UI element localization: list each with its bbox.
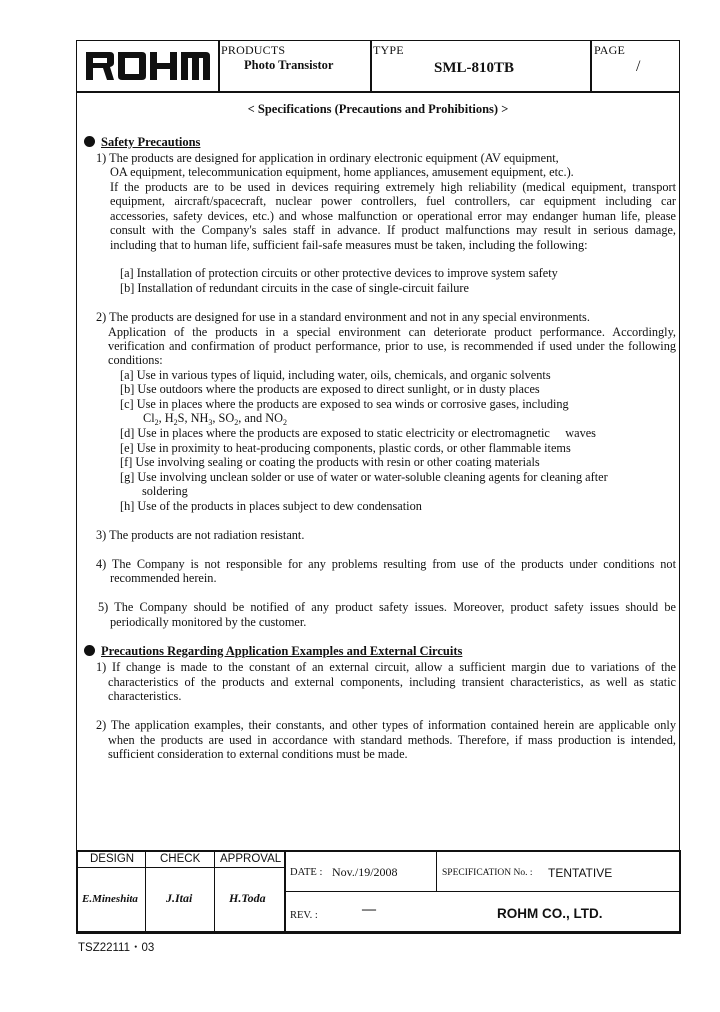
- application-1-line-3: characteristics.: [108, 689, 182, 703]
- check-signature: J.Itai: [166, 891, 193, 905]
- safety-2-line-2: Application of the products in a special environment can deteriorate product performance. Accordingly,: [108, 325, 676, 339]
- safety-1-list-a: [a] Installation of protection circuits or other protective devices to improve system safety: [120, 266, 558, 280]
- page-title: < Specifications (Precautions and Prohibitions) >: [247, 102, 509, 116]
- footer-col-4: [436, 850, 437, 892]
- safety-1-line-3: If the products are to be used in devices requiring extremely high reliability (medical equipment, transport: [110, 180, 676, 194]
- safety-5-line-1: 5) The Company should be notified of any product safety issues. Moreover, product safety issues should be: [98, 600, 676, 614]
- application-heading: Precautions Regarding Application Examples and External Circuits: [84, 644, 462, 659]
- safety-2-line-3: verification and confirmation of product performance, prior to use, is recommended if used under the following: [108, 339, 676, 353]
- page-value: /: [636, 58, 641, 75]
- spec-value: TENTATIVE: [548, 866, 613, 880]
- safety-2-list-d: [d] Use in places where the products are exposed to static electricity or electromagnetic waves: [120, 426, 596, 440]
- approval-signature: H.Toda: [229, 891, 266, 905]
- products-value: Photo Transistor: [244, 58, 334, 72]
- products-label: PRODUCTS: [221, 43, 286, 57]
- spec-label: SPECIFICATION No. :: [442, 868, 533, 878]
- page-label: PAGE: [594, 43, 626, 57]
- safety-5-line-2: periodically monitored by the customer.: [110, 615, 307, 629]
- safety-2-list-c: [c] Use in places where the products are exposed to sea winds or corrosive gases, including: [120, 397, 569, 411]
- safety-2-list-b: [b] Use outdoors where the products are exposed to direct sunlight, or in dusty places: [120, 382, 540, 396]
- type-value: SML-810TB: [434, 60, 515, 76]
- footer-mid-rule: [284, 891, 680, 892]
- safety-2-gases: $Cl_2$, $H_2S$, $NH_3$, $SO_2$, and $NO_2$: [143, 411, 288, 427]
- footer-top-rule: [76, 850, 680, 852]
- safety-2-line-4: conditions:: [108, 353, 163, 367]
- safety-2-line-1: 2) The products are designed for use in a standard environment and not in any special environments.: [96, 310, 590, 324]
- safety-4-line-2: recommended herein.: [110, 571, 217, 585]
- check-label: CHECK: [160, 853, 201, 865]
- application-1-line-1: 1) If change is made to the constant of an external circuit, allow a sufficient margin due to variations of the: [96, 660, 676, 674]
- approval-label: APPROVAL: [220, 853, 282, 865]
- footer-left-edge: [76, 850, 78, 934]
- safety-1-line-4: equipment, aircraft/spacecraft, nuclear power controllers, fuel controllers, car equipment including car: [110, 194, 676, 208]
- header-divider-3: [590, 40, 592, 92]
- safety-2-list-a: [a] Use in various types of liquid, including water, oils, chemicals, and organic solvents: [120, 368, 551, 382]
- design-label: DESIGN: [90, 853, 135, 865]
- safety-1-line-7: including that to human life, sufficient fail-safe measures must be taken, including the following:: [110, 238, 588, 252]
- application-1-line-2: characteristics of the products and external components, including transient characteristics, as well as static: [108, 675, 676, 689]
- rev-value: —: [362, 902, 376, 917]
- application-2-line-3: sufficient consideration to external conditions must be made.: [108, 747, 408, 761]
- bullet-icon: [84, 645, 95, 656]
- safety-1-list-b: [b] Installation of redundant circuits in the case of single-circuit failure: [120, 281, 469, 295]
- safety-1-line-1: 1) The products are designed for application in ordinary electronic equipment (AV equipment,: [96, 151, 559, 165]
- safety-2-list-g-cont: soldering: [142, 484, 188, 498]
- footer-col-2: [214, 850, 215, 933]
- footer-right-edge: [679, 850, 681, 934]
- rev-label: REV. :: [290, 910, 318, 921]
- bullet-icon: [84, 136, 95, 147]
- safety-1-line-5: accessories, safety devices, etc.) and whose malfunction or operational error may endanger human life, please: [110, 209, 676, 223]
- date-label: DATE :: [290, 867, 323, 878]
- footer-col-3: [284, 850, 286, 933]
- footer-bottom-rule: [76, 932, 680, 934]
- company-name: ROHM CO., LTD.: [497, 906, 603, 921]
- safety-2-list-h: [h] Use of the products in places subject to dew condensation: [120, 499, 422, 513]
- safety-heading: Safety Precautions: [84, 135, 200, 150]
- date-value: Nov./19/2008: [332, 865, 398, 879]
- document-number: TSZ22111・03: [78, 942, 155, 954]
- safety-1-line-6: consult with the Company's sales staff in advance. If product malfunctions may result in serious damage,: [110, 223, 676, 237]
- header-divider-1: [218, 40, 220, 92]
- application-2-line-2: when the products are used in accordance with standard methods. Therefore, if mass production is intended,: [108, 733, 676, 747]
- safety-1-line-2: OA equipment, telecommunication equipment, home appliances, amusement equipment, etc.).: [110, 165, 574, 179]
- type-label: TYPE: [373, 43, 404, 57]
- header-divider-2: [370, 40, 372, 92]
- rohm-logo: [84, 50, 212, 82]
- application-2-line-1: 2) The application examples, their constants, and other types of information contained herein are applicable only: [96, 718, 676, 732]
- safety-2-list-g: [g] Use involving unclean solder or use of water or water-soluble cleaning agents for cleaning after: [120, 470, 608, 484]
- footer-col-1: [145, 850, 146, 933]
- design-signature: E.Mineshita: [82, 893, 138, 905]
- safety-4-line-1: 4) The Company is not responsible for any problems resulting from use of the products under conditions not: [96, 557, 676, 571]
- footer-label-rule: [76, 867, 284, 868]
- safety-3: 3) The products are not radiation resistant.: [96, 528, 305, 542]
- safety-2-list-e: [e] Use in proximity to heat-producing components, plastic cords, or other flammable items: [120, 441, 571, 455]
- rohm-logo-mark: [84, 50, 212, 82]
- safety-2-list-f: [f] Use involving sealing or coating the products with resin or other coating materials: [120, 455, 540, 469]
